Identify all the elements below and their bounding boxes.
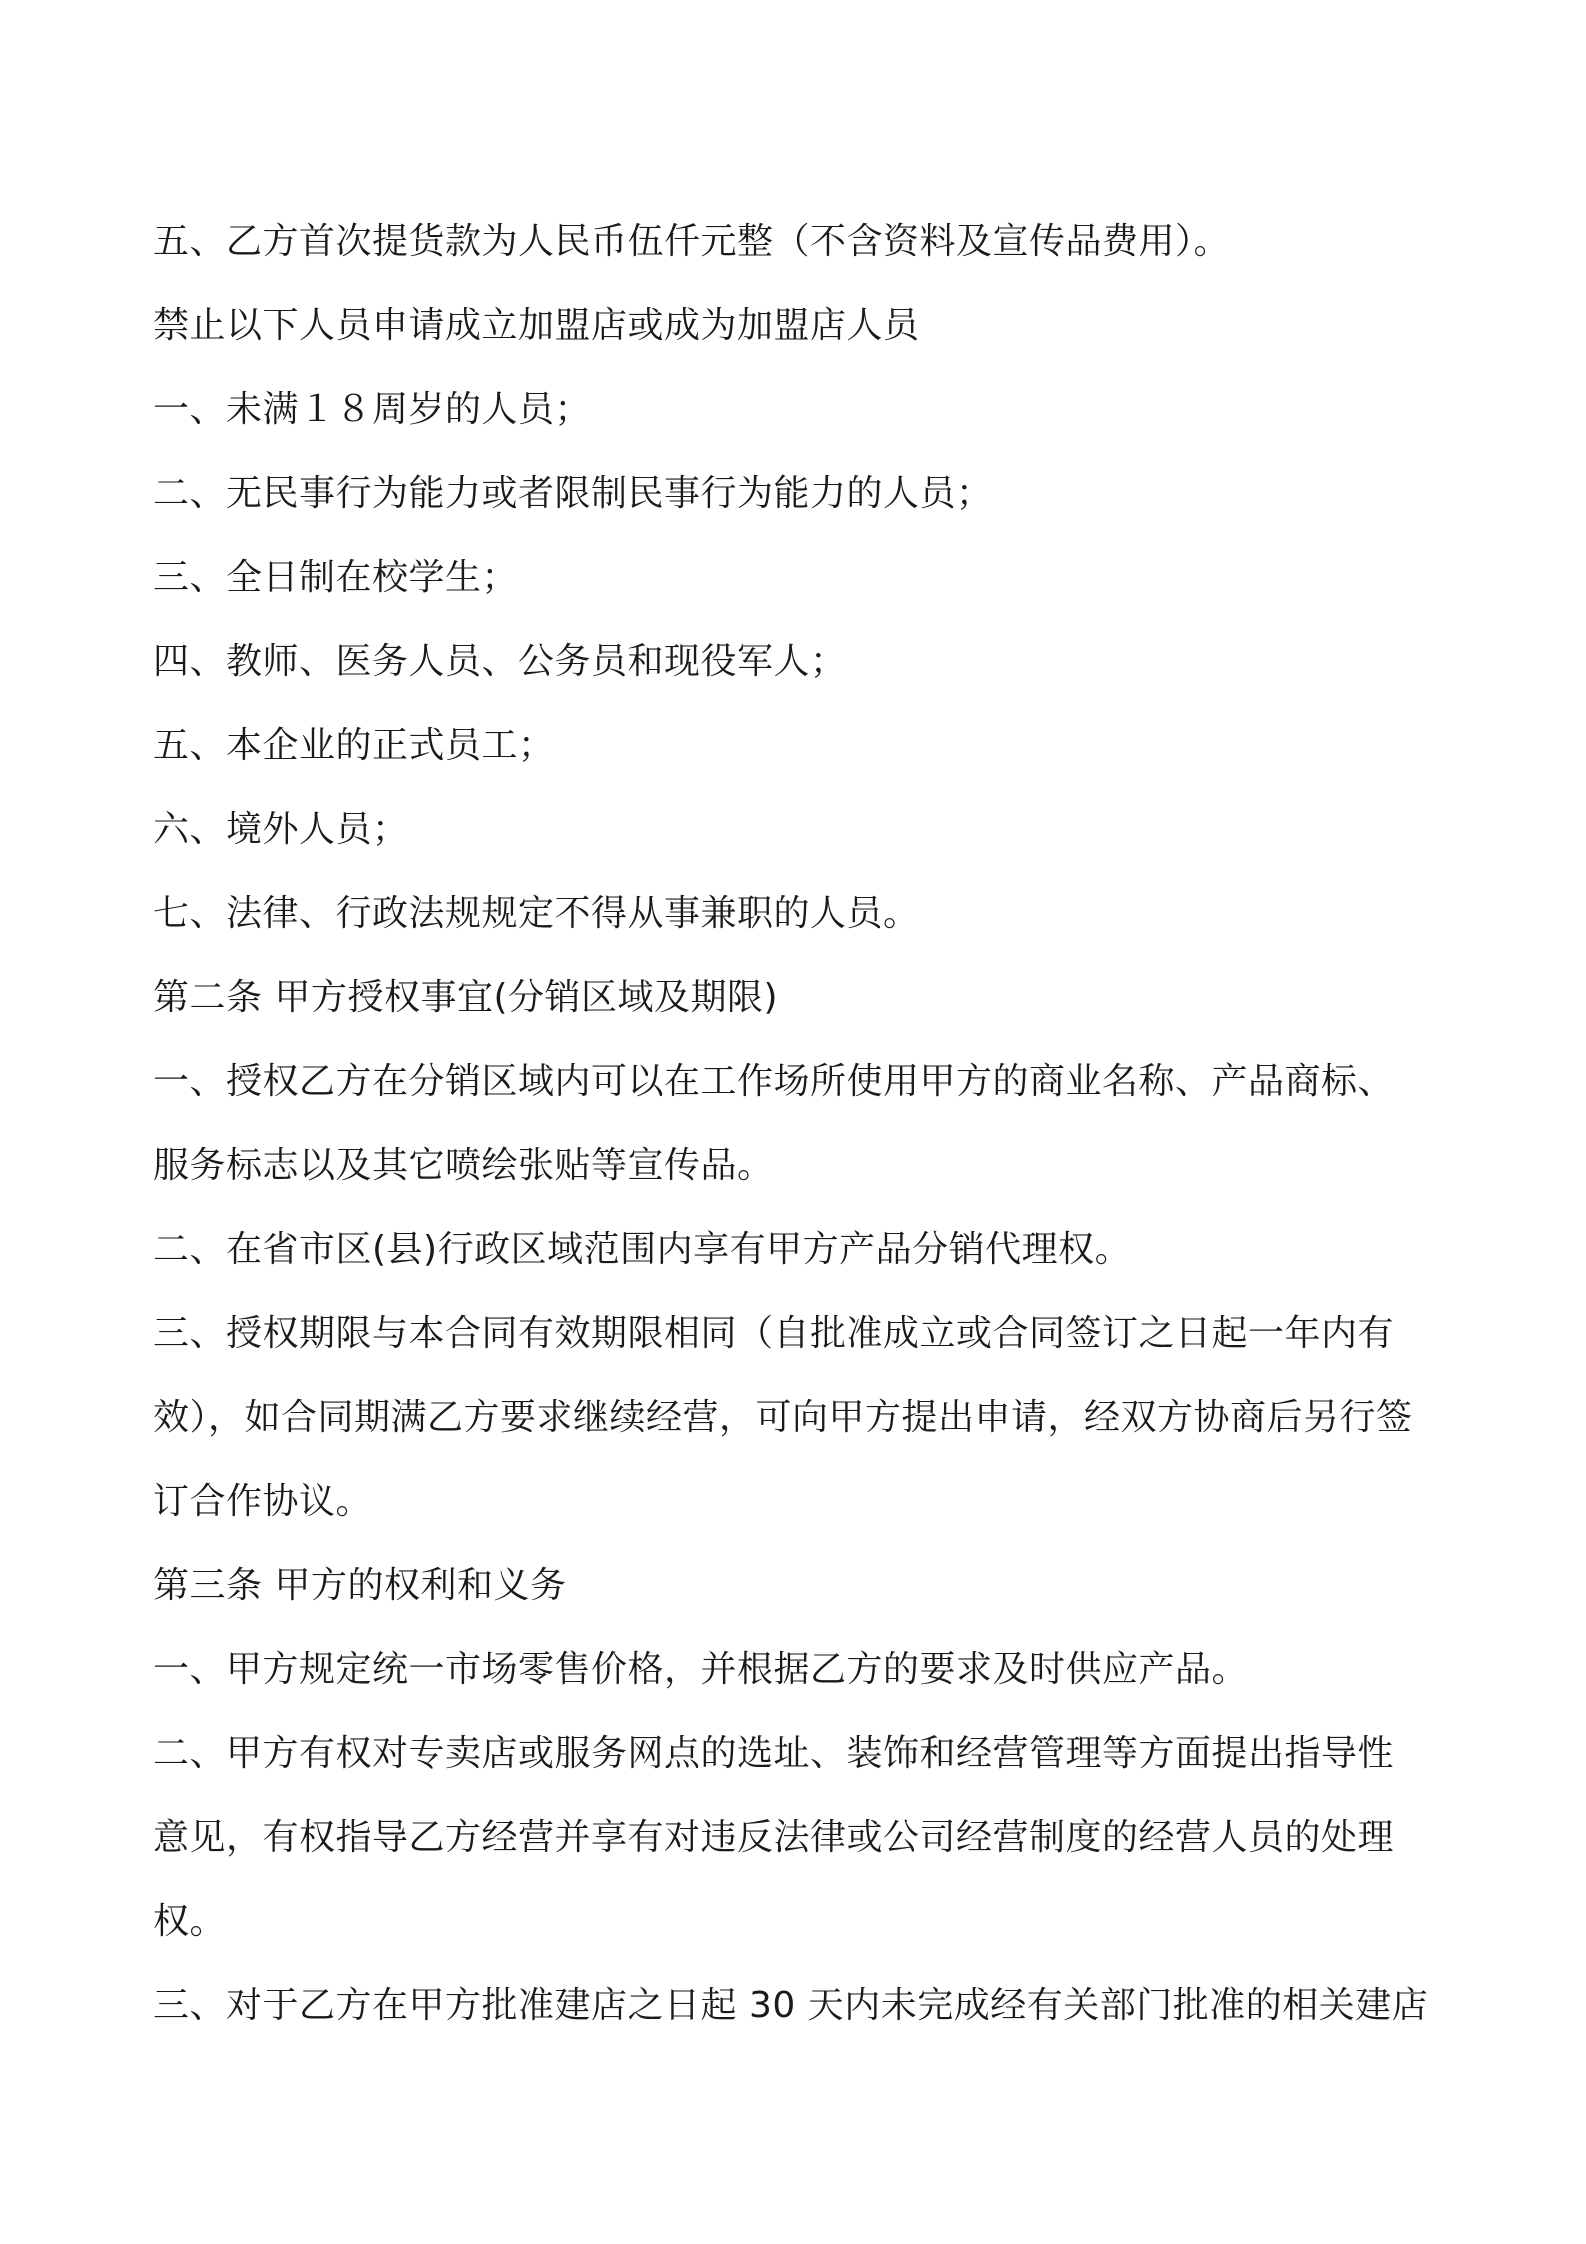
document-body: [153, 200, 1453, 2048]
prohibited-item-5: 五、本企业的正式员工；: [153, 725, 555, 766]
article-3-clause-3-line-1: 三、对于乙方在甲方批准建店之日起 30 天内未完成经有关部门批准的相关建店: [153, 1985, 1429, 2026]
prohibited-item-4: 四、教师、医务人员、公务员和现役军人；: [153, 641, 847, 682]
article-2-clause-2: 二、在省市区(县)行政区域范围内享有甲方产品分销代理权。: [153, 1229, 1132, 1270]
prohibited-item-3: 三、全日制在校学生；: [153, 557, 519, 598]
article-2-heading: 第二条 甲方授权事宜(分销区域及期限): [153, 977, 779, 1018]
prohibited-item-7: 七、法律、行政法规规定不得从事兼职的人员。: [153, 893, 920, 934]
article-2-clause-1-line-2: 服务标志以及其它喷绘张贴等宣传品。: [153, 1145, 774, 1186]
article-2-clause-1-line-1: 一、授权乙方在分销区域内可以在工作场所使用甲方的商业名称、产品商标、: [153, 1061, 1395, 1102]
article-3-clause-2-line-1: 二、甲方有权对专卖店或服务网点的选址、装饰和经营管理等方面提出指导性: [153, 1733, 1395, 1774]
article-2-clause-3-line-2: 效），如合同期满乙方要求继续经营，可向甲方提出申请，经双方协商后另行签: [153, 1397, 1413, 1438]
prohibited-item-1: 一、未满１８周岁的人员；: [153, 389, 592, 430]
prohibited-item-6: 六、境外人员；: [153, 809, 409, 850]
clause-first-payment: 五、乙方首次提货款为人民币伍仟元整（不含资料及宣传品费用）。: [153, 221, 1231, 262]
article-3-clause-1: 一、甲方规定统一市场零售价格，并根据乙方的要求及时供应产品。: [153, 1649, 1249, 1690]
prohibited-item-2: 二、无民事行为能力或者限制民事行为能力的人员；: [153, 473, 993, 514]
prohibited-persons-heading: 禁止以下人员申请成立加盟店或成为加盟店人员: [153, 305, 920, 346]
article-3-clause-2-line-3: 权。: [153, 1901, 227, 1942]
article-3-clause-2-line-2: 意见，有权指导乙方经营并享有对违反法律或公司经营制度的经营人员的处理: [153, 1817, 1395, 1858]
article-2-clause-3-line-1: 三、授权期限与本合同有效期限相同（自批准成立或合同签订之日起一年内有: [153, 1313, 1395, 1354]
article-3-heading: 第三条 甲方的权利和义务: [153, 1565, 567, 1606]
article-2-clause-3-line-3: 订合作协议。: [153, 1481, 373, 1522]
